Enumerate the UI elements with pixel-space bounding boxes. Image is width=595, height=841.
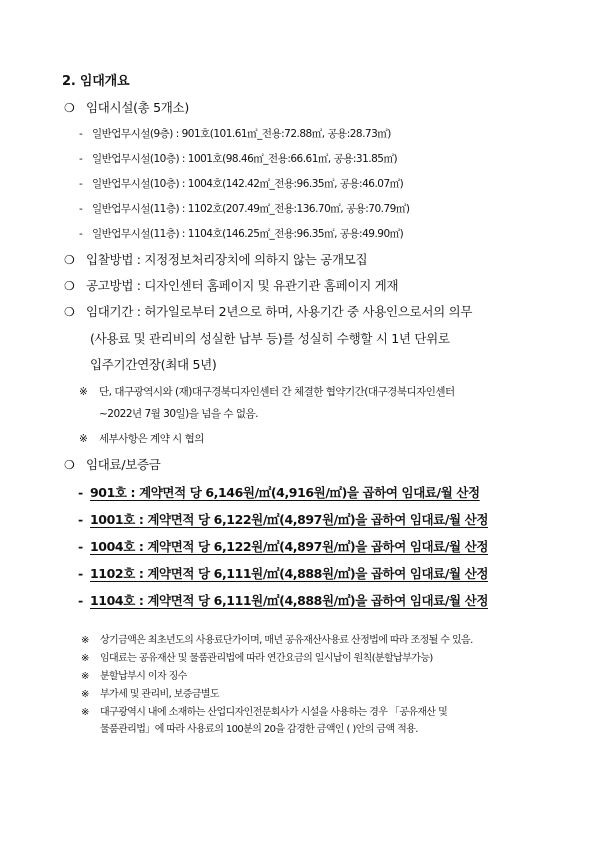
circle-bullet-icon: ❍: [64, 101, 75, 115]
facilities-title: [64, 98, 189, 116]
footnote-text: 분할납부시 이자 징수: [100, 671, 187, 682]
facility-item-text: 일반업무시설(11층) : 1102호(207.49㎡_전용:136.70㎡, 공용:70.79㎡): [92, 203, 410, 215]
dash-bullet-icon: -: [78, 566, 83, 581]
rent-rate-item: [78, 510, 488, 528]
dash-bullet-icon: -: [79, 128, 83, 140]
dash-bullet-icon: -: [78, 485, 83, 500]
footnote-text: 대구광역시 내에 소재하는 산업디자인전문회사가 시설을 사용하는 경우 「공유재산 및: [100, 707, 448, 718]
footnote-text: 상기금액은 최초년도의 사용료단가이며, 매년 공유재산사용료 산정법에 따라 조정될 수 있음.: [100, 635, 473, 646]
reference-mark-icon: ※: [81, 671, 89, 682]
facility-item: [79, 151, 397, 166]
dash-bullet-icon: -: [79, 228, 83, 240]
footnote-text: 임대료는 공유재산 및 물품관리법에 따라 연간요금의 일시납이 원칙(분할납부가능): [100, 653, 433, 664]
facility-item-text: 일반업무시설(9층) : 901호(101.61㎡_전용:72.88㎡, 공용:28.73㎡): [92, 128, 391, 140]
rent-rate-text: 1004호 : 계약면적 당 6,122원/㎡(4,897원/㎡)을 곱하여 임대료/월 산정: [90, 539, 489, 554]
notice-method-text: 공고방법 : 디자인센터 홈페이지 및 유관기관 홈페이지 게재: [86, 278, 399, 293]
period-note: [79, 384, 455, 399]
reference-mark-icon: ※: [79, 433, 88, 445]
footnote-text: 부가세 및 관리비, 보증금별도: [100, 689, 220, 700]
period-note: [79, 431, 204, 446]
footnote-continued: 물품관리법」에 따라 사용료의 100분의 20을 감경한 금액인 ( )안의 금액 적용.: [100, 724, 418, 735]
reference-mark-icon: ※: [81, 707, 89, 718]
circle-bullet-icon: ❍: [64, 253, 75, 267]
footnote: [81, 667, 187, 682]
rent-title: [64, 455, 161, 473]
lease-period-text: 임대기간 : 허가일로부터 2년으로 하며, 사용기간 중 사용인으로서의 의무: [86, 304, 473, 319]
dash-bullet-icon: -: [79, 178, 83, 190]
rent-rate-text: 1102호 : 계약면적 당 6,111원/㎡(4,888원/㎡)을 곱하여 임대료/월 산정: [90, 566, 489, 581]
period-note-text: 단, 대구광역시와 (재)대구경북디자인센터 간 체결한 협약기간(대구경북디자인센터: [99, 386, 455, 398]
bidding-method-text: 입찰방법 : 지정정보처리장치에 의하지 않는 공개모집: [86, 252, 368, 267]
notice-method: [64, 276, 398, 294]
rent-rate-text: 901호 : 계약면적 당 6,146원/㎡(4,916원/㎡)을 곱하여 임대료/월 산정: [90, 485, 480, 500]
circle-bullet-icon: ❍: [64, 305, 75, 319]
rent-rate-text: 1001호 : 계약면적 당 6,122원/㎡(4,897원/㎡)을 곱하여 임대료/월 산정: [90, 512, 489, 527]
facility-item: [79, 201, 409, 216]
reference-mark-icon: ※: [79, 386, 88, 398]
footnote: [81, 649, 433, 664]
footnote: [81, 703, 447, 718]
facilities-title-text: 임대시설(총 5개소): [86, 100, 189, 115]
rent-rate-item: [78, 564, 488, 582]
lease-period: [64, 302, 472, 320]
facility-item-text: 일반업무시설(10층) : 1004호(142.42㎡_전용:96.35㎡, 공용:46.07㎡): [92, 178, 404, 190]
dash-bullet-icon: -: [78, 593, 83, 608]
facility-item: [79, 176, 403, 191]
facility-item: [79, 226, 403, 241]
facility-item-text: 일반업무시설(11층) : 1104호(146.25㎡_전용:96.35㎡, 공용:49.90㎡): [92, 228, 404, 240]
footnote: [81, 631, 473, 646]
dash-bullet-icon: -: [79, 203, 83, 215]
facility-item: [79, 126, 391, 141]
section-heading: 2. 임대개요: [62, 74, 130, 89]
reference-mark-icon: ※: [81, 635, 89, 646]
dash-bullet-icon: -: [78, 512, 83, 527]
bidding-method: [64, 250, 367, 268]
dash-bullet-icon: -: [79, 153, 83, 165]
lease-period-continued: 입주기간연장(최대 5년): [90, 357, 217, 372]
rent-rate-item: [78, 537, 488, 555]
circle-bullet-icon: ❍: [64, 458, 75, 472]
reference-mark-icon: ※: [81, 653, 89, 664]
rent-rate-item: [78, 591, 488, 609]
period-note-continued: ~2022년 7월 30일)을 넘을 수 없음.: [99, 408, 258, 420]
facility-item-text: 일반업무시설(10층) : 1001호(98.46㎡_전용:66.61㎡, 공용:31.85㎡): [92, 153, 398, 165]
rent-rate-text: 1104호 : 계약면적 당 6,111원/㎡(4,888원/㎡)을 곱하여 임대료/월 산정: [90, 593, 489, 608]
dash-bullet-icon: -: [78, 539, 83, 554]
rent-rate-item: [78, 483, 480, 501]
reference-mark-icon: ※: [81, 689, 89, 700]
footnote: [81, 685, 219, 700]
rent-title-text: 임대료/보증금: [86, 457, 161, 472]
lease-period-continued: (사용료 및 관리비의 성실한 납부 등)를 성실히 수행할 시 1년 단위로: [90, 331, 450, 346]
period-note-text: 세부사항은 계약 시 협의: [99, 433, 204, 445]
circle-bullet-icon: ❍: [64, 279, 75, 293]
